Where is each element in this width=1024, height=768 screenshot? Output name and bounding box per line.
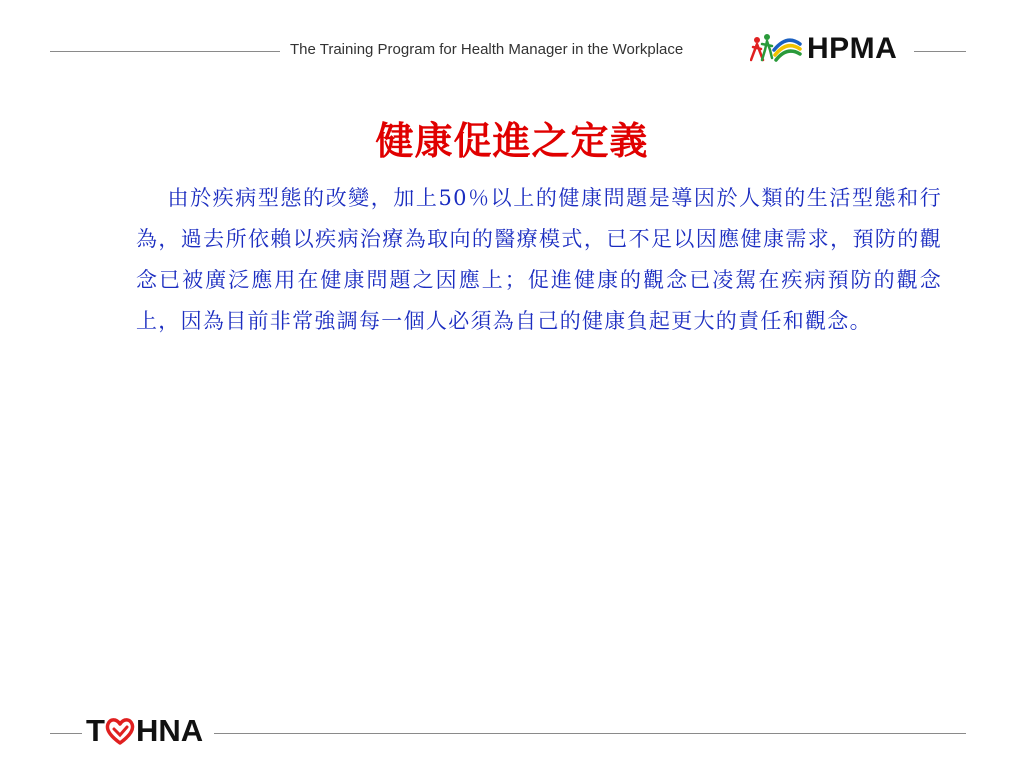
footer-rule-left [50, 733, 82, 734]
tohna-logo [86, 713, 216, 749]
rainbow-icon [772, 30, 802, 70]
header-rule-right [914, 51, 966, 52]
heart-icon [105, 716, 135, 746]
header-rule-left [50, 51, 280, 52]
tohna-logo-letters: HNA [136, 713, 204, 748]
hpma-logo [750, 30, 910, 70]
slide-title: 健康促進之定義 [375, 118, 649, 163]
slide-body: 由於疾病型態的改變，加上50％以上的健康問題是導因於人類的生活型態和行為，過去所依賴以疾病治療為取向的醫療模式，已不足以因應健康需求，預防的觀念已被廣泛應用在健康問題之因應上；促進健康的觀念已凌駕在疾病預防的觀念上，因為目前非常強調每一個人必須為自己的健康負起更大的責任和觀念。 [136, 186, 942, 333]
header-subtitle: The Training Program for Health Manager in the Workplace [290, 41, 684, 58]
footer-rule-right [214, 733, 966, 734]
tohna-logo-letter-t: T [86, 713, 105, 748]
hpma-logo-text: HPMA [807, 32, 898, 65]
